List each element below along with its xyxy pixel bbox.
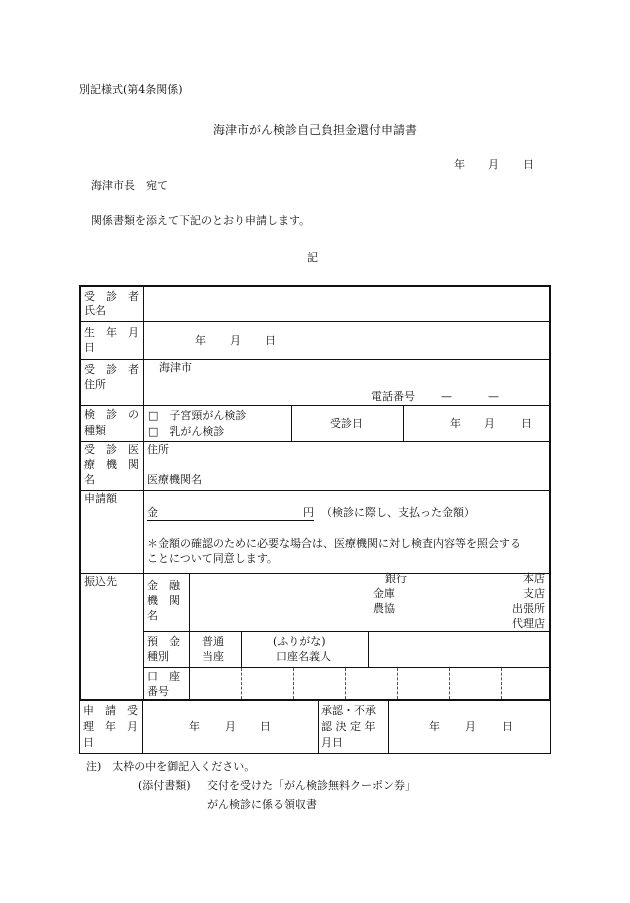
- bank-type-nokyo: 農協: [373, 602, 395, 615]
- examinee-name-label-2: 氏名: [84, 304, 106, 317]
- examinee-name-label-1: 受 診 者: [84, 290, 139, 303]
- page-title: 海津市がん検診自己負担金還付申請書: [213, 123, 418, 137]
- clinic-label-3: 名: [84, 473, 95, 486]
- birth-label-1: 生 年 月: [84, 326, 139, 339]
- addressee: 海津市長 宛て: [91, 179, 168, 192]
- apply-date-label-3: 日: [83, 736, 94, 749]
- form-reference: 別記様式(第4条関係): [79, 83, 183, 96]
- bank-type-shinkin: 金庫: [373, 587, 395, 600]
- approve-day-label: 日: [502, 720, 513, 733]
- apply-year-label: 年: [189, 720, 200, 733]
- office-use-box: [79, 701, 551, 754]
- deposit-label-1: 預 金: [147, 635, 180, 648]
- phone-dash-2: —: [488, 390, 499, 403]
- furigana-label: (ふりがな): [273, 635, 326, 648]
- bank-label-1: 金 融: [147, 579, 180, 592]
- transfer-label: 振込先: [84, 575, 117, 588]
- branch-type-outpost: 出張所: [512, 602, 545, 615]
- ki-heading: 記: [307, 251, 318, 264]
- apply-day-label: 日: [260, 720, 271, 733]
- clinic-name-label: 医療機関名: [147, 473, 202, 486]
- address-prefix: 海津市: [159, 361, 192, 374]
- birth-month-label: 月: [230, 334, 241, 347]
- attachment-coupon: 交付を受けた「がん検診無料クーポン券」: [207, 779, 416, 792]
- exam-month-label: 月: [484, 417, 495, 430]
- application-form: [79, 285, 551, 701]
- bank-label-2: 機 関: [147, 594, 180, 607]
- apply-date-label-1: 申 請 受: [83, 704, 138, 717]
- type-label-2: 種類: [84, 424, 106, 437]
- deposit-type-ordinary[interactable]: 普通: [202, 635, 224, 648]
- approve-label-3: 月日: [321, 736, 343, 749]
- birth-label-2: 日: [84, 341, 95, 354]
- amount-note: （検診に際し、支払った金額）: [321, 506, 475, 519]
- birth-year-label: 年: [195, 334, 206, 347]
- amount-field[interactable]: [147, 506, 314, 521]
- footer-note: 注) 太枠の中を御記入ください。: [86, 760, 256, 773]
- consent-line-1: ＊金額の確認のために必要な場合は、医療機関に対し検査内容等を照会する: [147, 537, 521, 550]
- date-year-label: 年: [454, 158, 465, 171]
- intro-text: 関係書類を添えて下記のとおり申請します。: [91, 214, 311, 227]
- approve-month-label: 月: [465, 720, 476, 733]
- birth-day-label: 日: [265, 334, 276, 347]
- clinic-label-2: 療 機 関: [84, 458, 139, 471]
- phone-label: 電話番号: [371, 390, 415, 403]
- type-label-1: 検 診 の: [84, 408, 139, 421]
- apply-month-label: 月: [225, 720, 236, 733]
- amount-label: 申請額: [84, 492, 117, 505]
- clinic-address-label: 住所: [147, 443, 169, 456]
- approve-label-2: 認 決 定 年: [321, 720, 376, 733]
- account-label-1: 口 座: [147, 670, 180, 683]
- type-option-cervical[interactable]: □ 子宮頸がん検診: [148, 409, 247, 422]
- exam-date-label: 受診日: [330, 417, 363, 430]
- deposit-label-2: 種別: [147, 650, 169, 663]
- address-label-1: 受 診 者: [84, 363, 139, 376]
- address-label-2: 住所: [84, 378, 106, 391]
- bank-type-bank: 銀行: [385, 572, 407, 585]
- examinee-name-field[interactable]: [145, 289, 548, 319]
- date-month-label: 月: [488, 158, 499, 171]
- deposit-type-current[interactable]: 当座: [202, 650, 224, 663]
- branch-type-branch: 支店: [523, 587, 545, 600]
- attachments-label: (添付書類): [138, 779, 191, 792]
- amount-yen: 円: [303, 506, 314, 519]
- exam-day-label: 日: [521, 417, 532, 430]
- attachment-receipt: がん検診に係る領収書: [207, 798, 317, 811]
- branch-type-agency: 代理店: [512, 617, 545, 630]
- consent-line-2: ことについて同意します。: [147, 552, 278, 565]
- date-day-label: 日: [523, 158, 534, 171]
- approve-label-1: 承認・不承: [321, 704, 376, 717]
- holder-label: 口座名義人: [276, 650, 331, 663]
- clinic-label-1: 受 診 医: [84, 443, 139, 456]
- amount-prefix: 金: [147, 506, 158, 519]
- apply-date-label-2: 理 年 月: [83, 720, 138, 733]
- bank-label-3: 名: [147, 609, 158, 622]
- branch-type-main: 本店: [523, 572, 545, 585]
- type-option-breast[interactable]: □ 乳がん検診: [148, 425, 225, 438]
- phone-dash-1: —: [441, 390, 452, 403]
- account-label-2: 番号: [147, 685, 169, 698]
- exam-year-label: 年: [450, 417, 461, 430]
- approve-year-label: 年: [429, 720, 440, 733]
